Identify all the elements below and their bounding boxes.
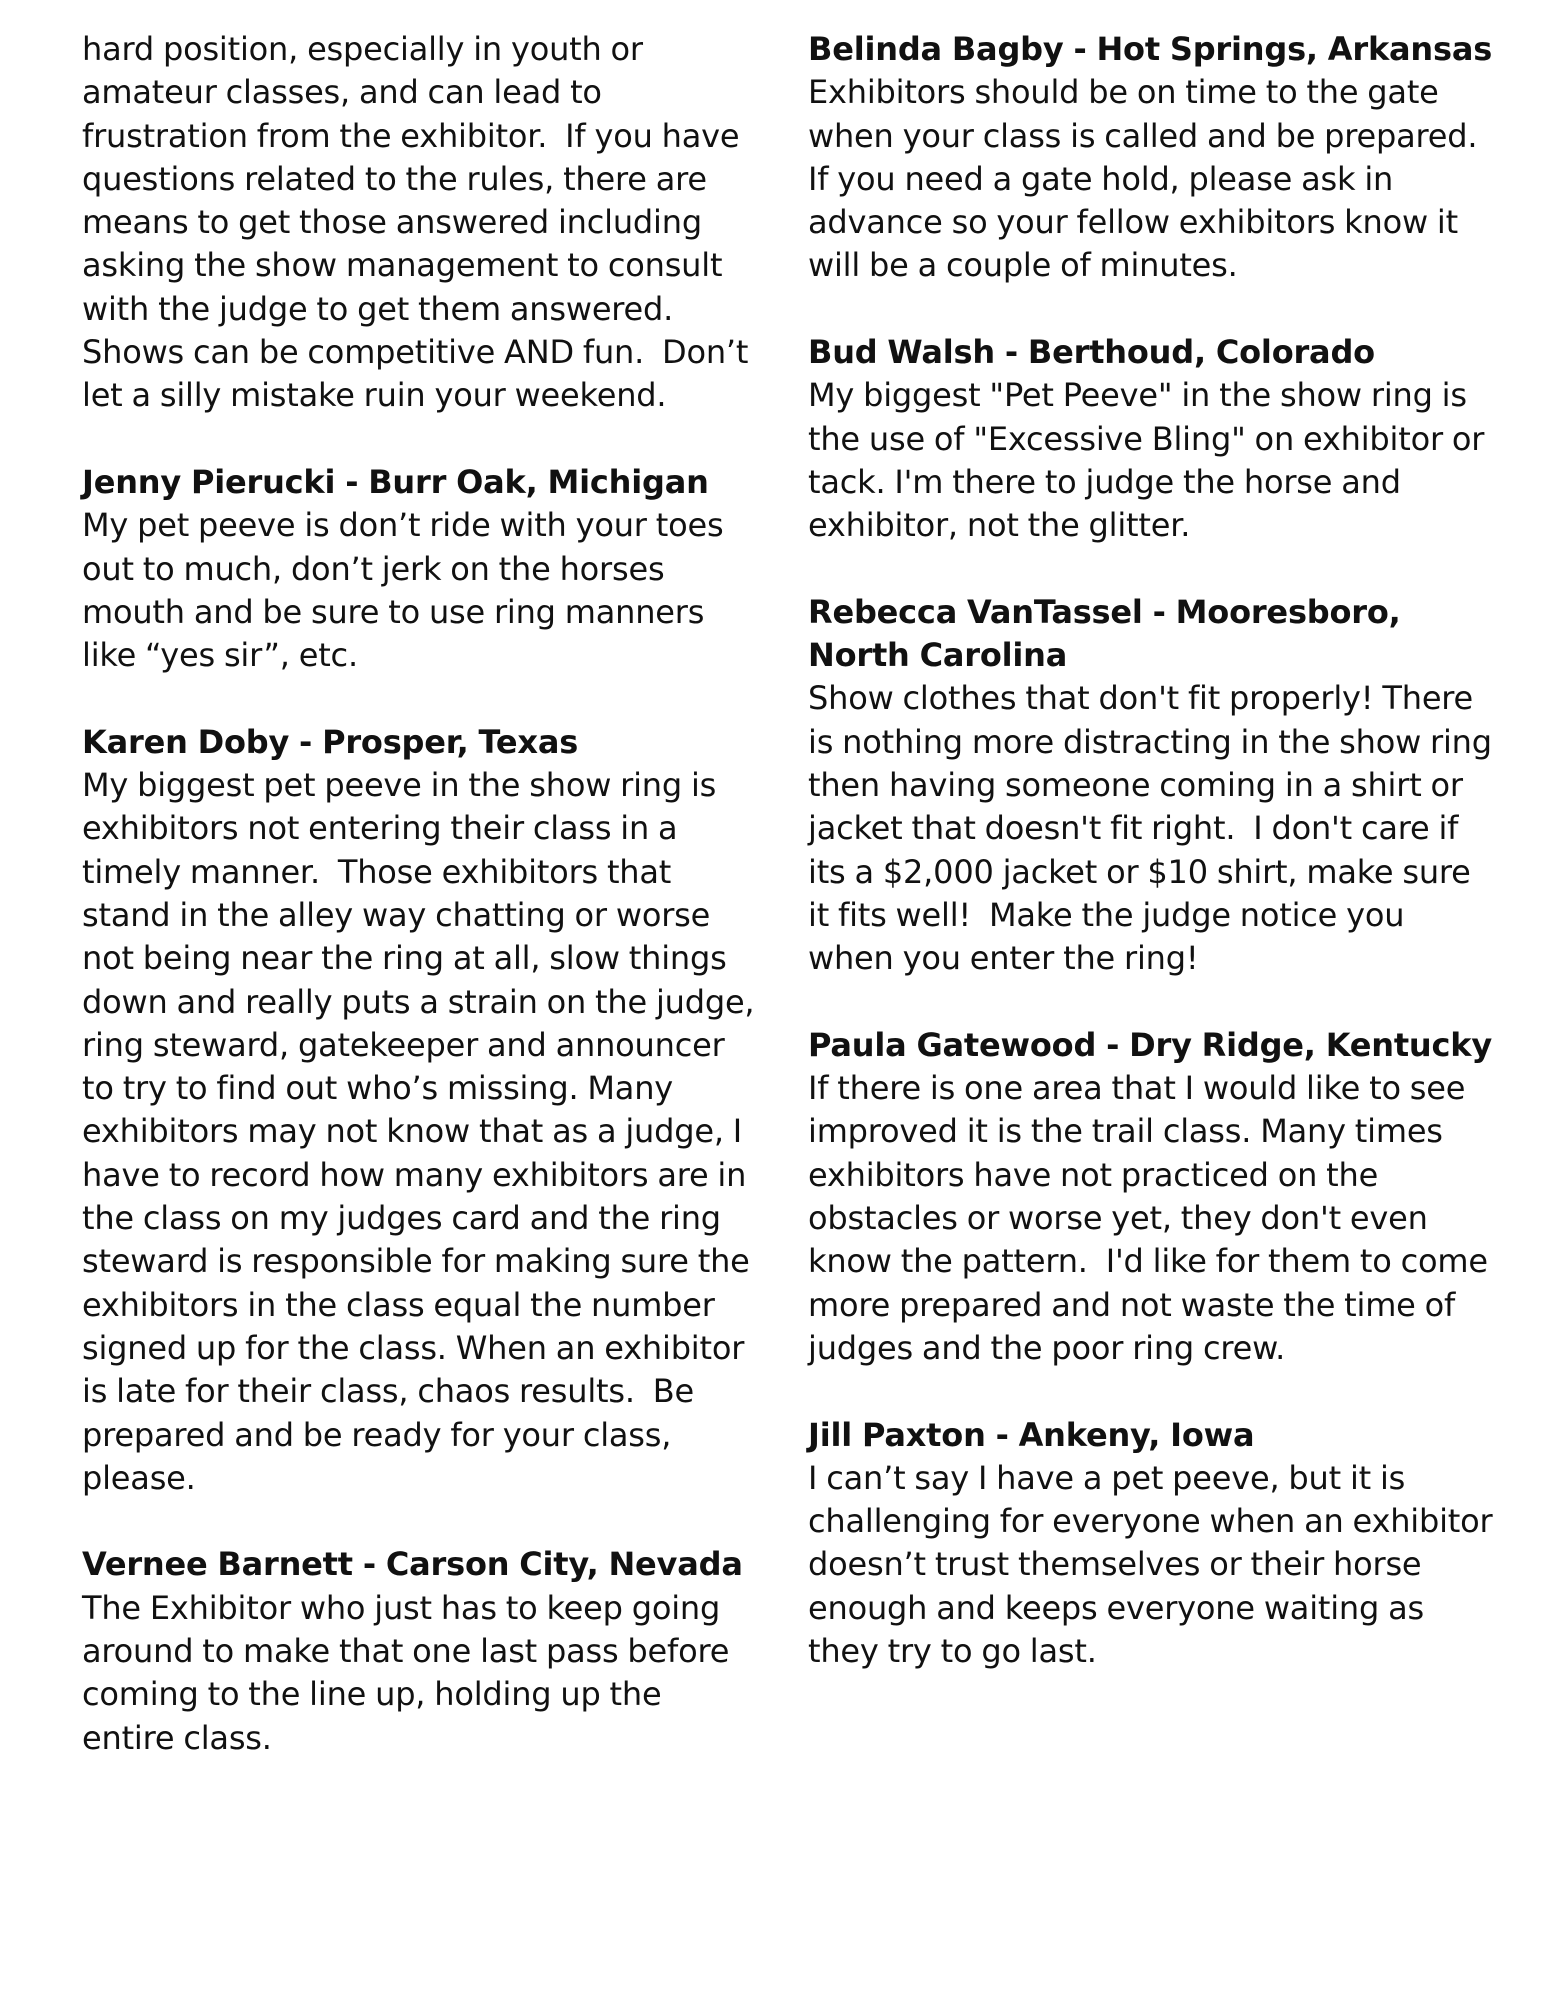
- left-column: [82, 28, 762, 1803]
- entry-belinda-bagby: [808, 28, 1498, 288]
- intro-text: hard position, especially in youth or amateur classes, and can lead to frustration from the exhibitor. If you have questions related to the rules, there are means to get those answered including asking the show management to consult with the judge to get them answered. Shows can be competitive AND fun. Don’t let a silly mistake ruin your weekend.: [82, 30, 758, 415]
- entry-body: Show clothes that don't fit properly! There is nothing more distracting in the show ring then having someone coming in a shirt or jacket that doesn't fit right. I don't care if its a $2,000 jacket or $10 shirt, make sure it fits well! Make the judge notice you when you enter the ring!: [808, 679, 1501, 978]
- right-column: [808, 28, 1502, 1717]
- entry-vernee-barnett: [82, 1543, 762, 1759]
- entry-heading: Vernee Barnett - Carson City, Nevada: [82, 1545, 743, 1584]
- entry-heading: Bud Walsh - Berthoud, Colorado: [808, 333, 1375, 372]
- entry-heading: Jenny Pierucki - Burr Oak, Michigan: [82, 462, 709, 501]
- entry-heading: Jill Paxton - Ankeny, Iowa: [808, 1415, 1255, 1454]
- entry-body: Exhibitors should be on time to the gate when your class is called and be prepared. If you need a gate hold, please ask in advance so your fellow exhibitors know it will be a couple of minutes.: [808, 73, 1487, 285]
- entry-body: I can’t say I have a pet peeve, but it is challenging for everyone when an exhibitor doesn’t trust themselves or their horse enough and keeps everyone waiting as they try to go last.: [808, 1458, 1502, 1670]
- entry-heading: Paula Gatewood - Dry Ridge, Kentucky: [808, 1025, 1493, 1064]
- entry-body: If there is one area that I would like to see improved it is the trail class. Many times exhibitors have not practiced on the obstacles or worse yet, they don't even know the pattern. I'd like for them to come more prepared and not waste the time of judges and the poor ring crew.: [808, 1069, 1497, 1367]
- entry-body: My biggest pet peeve in the show ring is exhibitors not entering their class in a timely manner. Those exhibitors that stand in the alley way chatting or worse not being near the ring at all, slow things down and really puts a strain on the judge, ring steward, gatekeeper and announcer to try to find out who’s missing. Many exhibitors may not know that as a judge, I have to record how many exhibitors are in the class on my judges card and the ring steward is responsible for making sure the exhibitors in the class equal the number signed up for the class. When an exhibitor is late for their class, chaos results. Be prepared and be ready for your class, please.: [82, 766, 764, 1497]
- entry-jenny-pierucki: [82, 461, 762, 677]
- entry-bud-walsh: [808, 331, 1498, 547]
- entry-rebecca-vantassel: [808, 591, 1501, 981]
- entry-karen-doby: [82, 721, 762, 1500]
- entry-heading: Karen Doby - Prosper, Texas: [82, 722, 579, 761]
- entry-body: The Exhibitor who just has to keep going around to make that one last pass before coming to the line up, holding up the entire class.: [82, 1588, 739, 1757]
- entry-body: My biggest "Pet Peeve" in the show ring is the use of "Excessive Bling" on exhibitor or tack. I'm there to judge the horse and exhibitor, not the glitter.: [808, 376, 1494, 545]
- entry-heading: Rebecca VanTassel - Mooresboro, North Carolina: [808, 592, 1401, 675]
- entry-jill-paxton: [808, 1414, 1502, 1674]
- entry-heading: Belinda Bagby - Hot Springs, Arkansas: [808, 30, 1493, 68]
- entry-body: My pet peeve is don’t ride with your toes out to much, don’t jerk on the horses mouth and be sure to use ring manners like “yes sir”, etc.: [82, 506, 733, 675]
- intro-entry: [82, 28, 762, 418]
- entry-paula-gatewood: [808, 1024, 1498, 1370]
